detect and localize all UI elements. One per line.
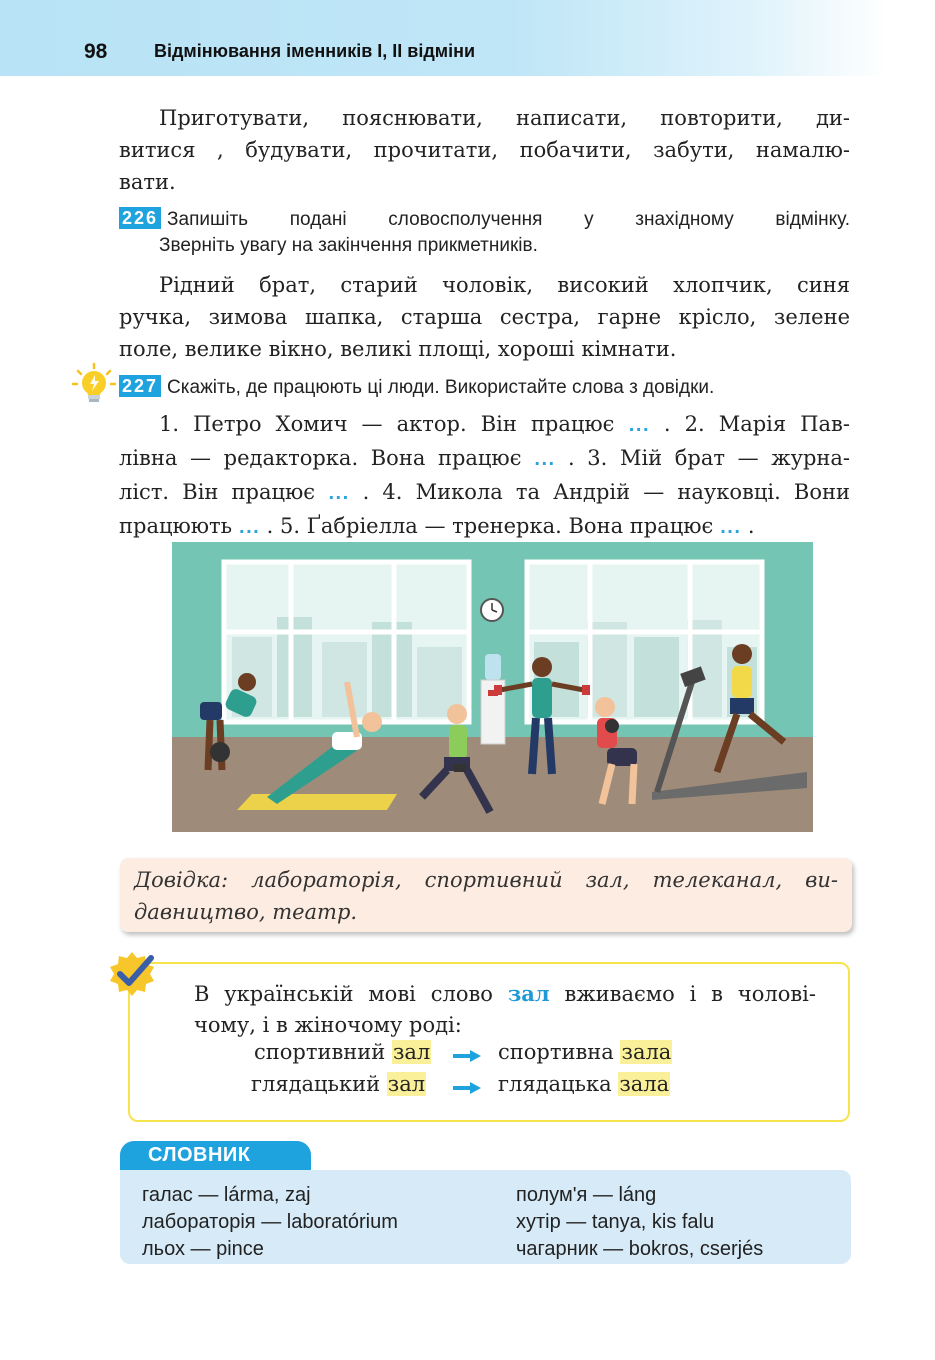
adjective: глядацька [498, 1072, 619, 1096]
page-header [0, 0, 935, 76]
text-fragment: ліст. Він працює [119, 480, 329, 504]
dictionary-column-left [142, 1182, 398, 1263]
intro-paragraph [119, 102, 850, 198]
blank-dots: ... [719, 518, 742, 537]
dictionary-entry: льох — pince [142, 1238, 264, 1260]
arrow-right-icon [452, 1081, 482, 1095]
dictionary-entry: хутір — tanya, kis falu [516, 1211, 715, 1233]
task-text: Запишіть подані словосполучення у знахідному відмінку. [167, 209, 850, 230]
gym-illustration [172, 542, 813, 832]
text-fragment: працюють [119, 514, 239, 538]
task-line [119, 375, 850, 401]
task-226-body [119, 269, 850, 365]
example-right [498, 1072, 670, 1096]
text-fragment: 1. Петро Хомич — актор. Він працює [159, 412, 629, 436]
adjective: спортивний [254, 1040, 392, 1064]
checkmark-badge-icon [105, 948, 159, 1002]
grammar-note-box [128, 962, 850, 1122]
blank-dots: ... [238, 518, 260, 537]
note-line [194, 978, 816, 1010]
reference-box [120, 858, 852, 932]
example-right [498, 1040, 672, 1064]
noun-highlight: зал [392, 1040, 431, 1064]
task-text: Скажіть, де працюють ці люди. Використайте слова з довідки. [167, 377, 715, 398]
blank-dots: ... [328, 484, 350, 503]
dictionary-title: СЛОВНИК [120, 1141, 311, 1173]
arrow-right-icon [452, 1049, 482, 1063]
note-line: чому, і в жіночому роді: [194, 1013, 462, 1037]
noun-highlight: зал [387, 1072, 426, 1096]
window-right [527, 562, 762, 722]
text-fragment: лівна — редакторка. Вона працює [119, 446, 535, 470]
reference-line: давництво, театр. [134, 900, 358, 924]
task-227-instruction [119, 375, 850, 401]
dictionary-entry: чагарник — bokros, cserjés [516, 1238, 764, 1260]
note-text [194, 978, 816, 1041]
text-fragment: . 5. Ґабріелла — тренерка. Вона працює [260, 514, 720, 538]
noun-highlight: зала [619, 1072, 670, 1096]
window-left [224, 562, 469, 722]
text-line [119, 476, 850, 510]
dictionary-entry: лабораторія — laboratórium [142, 1211, 398, 1233]
text-fragment: . 4. Микола та Андрій — науковці. Вони [349, 480, 850, 504]
text-line [119, 408, 850, 442]
blank-dots: ... [534, 450, 556, 469]
text-fragment: . [741, 514, 755, 538]
highlighted-word: зал [507, 981, 550, 1006]
example-left [251, 1072, 426, 1096]
text-line [119, 442, 850, 476]
text-line: вати. [119, 170, 176, 194]
example-left [254, 1040, 431, 1064]
text-fragment: В українській мові слово [194, 982, 508, 1006]
noun-highlight: зала [621, 1040, 672, 1064]
text-line: витися , будувати, прочитати, побачити, забути, намалю- [119, 138, 850, 162]
task-line [119, 207, 850, 233]
page-title: Відмінювання іменників І, ІІ відміни [154, 41, 476, 61]
page-number: 98 [84, 40, 108, 63]
task-number: 227 [119, 375, 161, 397]
text-fragment: . 3. Мій брат — журна- [555, 446, 850, 470]
dictionary-entry: полум'я — láng [516, 1184, 657, 1206]
reference-line: Довідка: лабораторія, спортивний зал, телеканал, ви- [134, 868, 838, 892]
task-227-body [119, 408, 850, 544]
text-fragment: вживаємо і в чолові- [549, 982, 816, 1006]
dictionary-box [120, 1170, 851, 1264]
dictionary-entry: галас — lárma, zaj [142, 1184, 311, 1206]
text-line [119, 510, 850, 544]
task-number: 226 [119, 207, 161, 229]
wall-clock-icon [481, 599, 503, 621]
text-line: Рідний брат, старий чоловік, високий хлопчик, синя [159, 273, 850, 297]
text-line: поле, велике вікно, великі площі, хороші кімнати. [119, 337, 677, 361]
text-line: ручка, зимова шапка, старша сестра, гарне крісло, зелене [119, 305, 850, 329]
lightbulb-icon [72, 362, 116, 408]
blank-dots: ... [628, 416, 650, 435]
task-line: Зверніть увагу на закінчення прикметників. [159, 235, 538, 256]
adjective: спортивна [498, 1040, 621, 1064]
adjective: глядацький [251, 1072, 387, 1096]
dictionary-column-right [516, 1182, 763, 1263]
text-line: Приготувати, пояснювати, написати, повторити, ди- [159, 106, 850, 130]
text-fragment: . 2. Марія Пав- [649, 412, 850, 436]
task-226-instruction [119, 207, 850, 259]
